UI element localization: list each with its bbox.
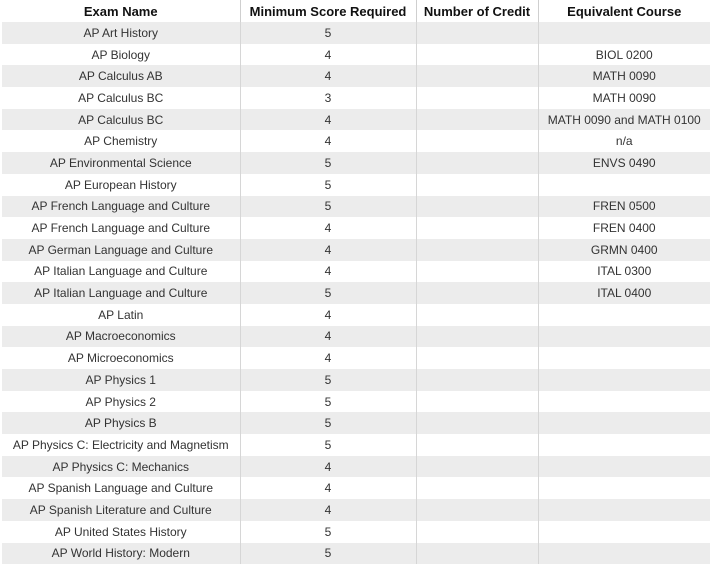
table-row	[2, 65, 710, 87]
equivalent-course-cell	[538, 456, 710, 478]
header-row	[2, 0, 710, 22]
exam-name-cell: AP Physics C: Mechanics	[2, 456, 240, 478]
equivalent-course-cell: ITAL 0400	[538, 282, 710, 304]
table-row	[2, 456, 710, 478]
exam-name-cell: AP Microeconomics	[2, 347, 240, 369]
minimum-score-cell: 5	[240, 152, 416, 174]
exam-name-cell: AP Environmental Science	[2, 152, 240, 174]
minimum-score-cell: 5	[240, 543, 416, 565]
exam-name-cell: AP French Language and Culture	[2, 217, 240, 239]
equivalent-course-cell: ITAL 0300	[538, 261, 710, 283]
table-row	[2, 499, 710, 521]
equivalent-course-cell: GRMN 0400	[538, 239, 710, 261]
minimum-score-cell: 4	[240, 304, 416, 326]
minimum-score-cell: 4	[240, 44, 416, 66]
number-of-credit-cell	[416, 109, 538, 131]
number-of-credit-cell	[416, 434, 538, 456]
table-row	[2, 109, 710, 131]
table-row	[2, 434, 710, 456]
number-of-credit-cell	[416, 369, 538, 391]
minimum-score-cell: 5	[240, 22, 416, 44]
number-of-credit-cell	[416, 239, 538, 261]
exam-name-cell: AP Spanish Language and Culture	[2, 477, 240, 499]
minimum-score-cell: 4	[240, 239, 416, 261]
exam-name-cell: AP Macroeconomics	[2, 326, 240, 348]
header-equivalent-course: Equivalent Course	[538, 0, 710, 22]
number-of-credit-cell	[416, 477, 538, 499]
exam-name-cell: AP Physics 1	[2, 369, 240, 391]
minimum-score-cell: 4	[240, 456, 416, 478]
table-row	[2, 44, 710, 66]
exam-name-cell: AP Calculus BC	[2, 87, 240, 109]
equivalent-course-cell	[538, 174, 710, 196]
exam-name-cell: AP Physics B	[2, 412, 240, 434]
table-row	[2, 347, 710, 369]
equivalent-course-cell	[538, 22, 710, 44]
minimum-score-cell: 4	[240, 65, 416, 87]
number-of-credit-cell	[416, 521, 538, 543]
exam-name-cell: AP German Language and Culture	[2, 239, 240, 261]
number-of-credit-cell	[416, 152, 538, 174]
table-row	[2, 543, 710, 565]
minimum-score-cell: 5	[240, 369, 416, 391]
number-of-credit-cell	[416, 44, 538, 66]
minimum-score-cell: 4	[240, 261, 416, 283]
equivalent-course-cell: MATH 0090	[538, 87, 710, 109]
minimum-score-cell: 3	[240, 87, 416, 109]
table-row	[2, 239, 710, 261]
table-row	[2, 22, 710, 44]
table-row	[2, 261, 710, 283]
number-of-credit-cell	[416, 499, 538, 521]
equivalent-course-cell	[538, 369, 710, 391]
minimum-score-cell: 5	[240, 391, 416, 413]
exam-name-cell: AP Italian Language and Culture	[2, 261, 240, 283]
exam-name-cell: AP Biology	[2, 44, 240, 66]
exam-name-cell: AP Physics C: Electricity and Magnetism	[2, 434, 240, 456]
table-row	[2, 152, 710, 174]
equivalent-course-cell: MATH 0090 and MATH 0100	[538, 109, 710, 131]
number-of-credit-cell	[416, 412, 538, 434]
table-row	[2, 412, 710, 434]
table-row	[2, 196, 710, 218]
exam-name-cell: AP Calculus BC	[2, 109, 240, 131]
table-row	[2, 326, 710, 348]
table-row	[2, 304, 710, 326]
exam-name-cell: AP Italian Language and Culture	[2, 282, 240, 304]
equivalent-course-cell	[538, 477, 710, 499]
table-row	[2, 477, 710, 499]
number-of-credit-cell	[416, 196, 538, 218]
equivalent-course-cell: FREN 0500	[538, 196, 710, 218]
number-of-credit-cell	[416, 543, 538, 565]
equivalent-course-cell	[538, 347, 710, 369]
equivalent-course-cell: BIOL 0200	[538, 44, 710, 66]
number-of-credit-cell	[416, 217, 538, 239]
exam-name-cell: AP Physics 2	[2, 391, 240, 413]
table-row	[2, 87, 710, 109]
minimum-score-cell: 4	[240, 109, 416, 131]
equivalent-course-cell	[538, 543, 710, 565]
minimum-score-cell: 4	[240, 326, 416, 348]
equivalent-course-cell: FREN 0400	[538, 217, 710, 239]
header-exam-name: Exam Name	[2, 0, 240, 22]
table-row	[2, 130, 710, 152]
minimum-score-cell: 4	[240, 499, 416, 521]
equivalent-course-cell	[538, 304, 710, 326]
equivalent-course-cell	[538, 412, 710, 434]
table-row	[2, 217, 710, 239]
minimum-score-cell: 4	[240, 347, 416, 369]
minimum-score-cell: 5	[240, 282, 416, 304]
number-of-credit-cell	[416, 174, 538, 196]
number-of-credit-cell	[416, 326, 538, 348]
number-of-credit-cell	[416, 130, 538, 152]
number-of-credit-cell	[416, 22, 538, 44]
equivalent-course-cell	[538, 499, 710, 521]
equivalent-course-cell	[538, 391, 710, 413]
exam-name-cell: AP Latin	[2, 304, 240, 326]
header-minimum-score: Minimum Score Required	[240, 0, 416, 22]
equivalent-course-cell: MATH 0090	[538, 65, 710, 87]
minimum-score-cell: 5	[240, 174, 416, 196]
number-of-credit-cell	[416, 261, 538, 283]
exam-name-cell: AP European History	[2, 174, 240, 196]
number-of-credit-cell	[416, 456, 538, 478]
table-row	[2, 369, 710, 391]
minimum-score-cell: 5	[240, 521, 416, 543]
exam-name-cell: AP United States History	[2, 521, 240, 543]
exam-name-cell: AP Spanish Literature and Culture	[2, 499, 240, 521]
number-of-credit-cell	[416, 87, 538, 109]
exam-name-cell: AP Chemistry	[2, 130, 240, 152]
equivalent-course-cell	[538, 521, 710, 543]
minimum-score-cell: 4	[240, 477, 416, 499]
minimum-score-cell: 4	[240, 217, 416, 239]
number-of-credit-cell	[416, 304, 538, 326]
minimum-score-cell: 5	[240, 434, 416, 456]
equivalent-course-cell: ENVS 0490	[538, 152, 710, 174]
header-number-of-credit: Number of Credit	[416, 0, 538, 22]
ap-credit-table	[2, 0, 710, 564]
table-row	[2, 521, 710, 543]
minimum-score-cell: 4	[240, 130, 416, 152]
exam-name-cell: AP Calculus AB	[2, 65, 240, 87]
table-row	[2, 174, 710, 196]
number-of-credit-cell	[416, 282, 538, 304]
number-of-credit-cell	[416, 65, 538, 87]
exam-name-cell: AP Art History	[2, 22, 240, 44]
table-row	[2, 391, 710, 413]
table-body	[2, 22, 710, 564]
equivalent-course-cell	[538, 434, 710, 456]
minimum-score-cell: 5	[240, 196, 416, 218]
number-of-credit-cell	[416, 391, 538, 413]
equivalent-course-cell: n/a	[538, 130, 710, 152]
number-of-credit-cell	[416, 347, 538, 369]
table-row	[2, 282, 710, 304]
exam-name-cell: AP World History: Modern	[2, 543, 240, 565]
minimum-score-cell: 5	[240, 412, 416, 434]
exam-name-cell: AP French Language and Culture	[2, 196, 240, 218]
equivalent-course-cell	[538, 326, 710, 348]
